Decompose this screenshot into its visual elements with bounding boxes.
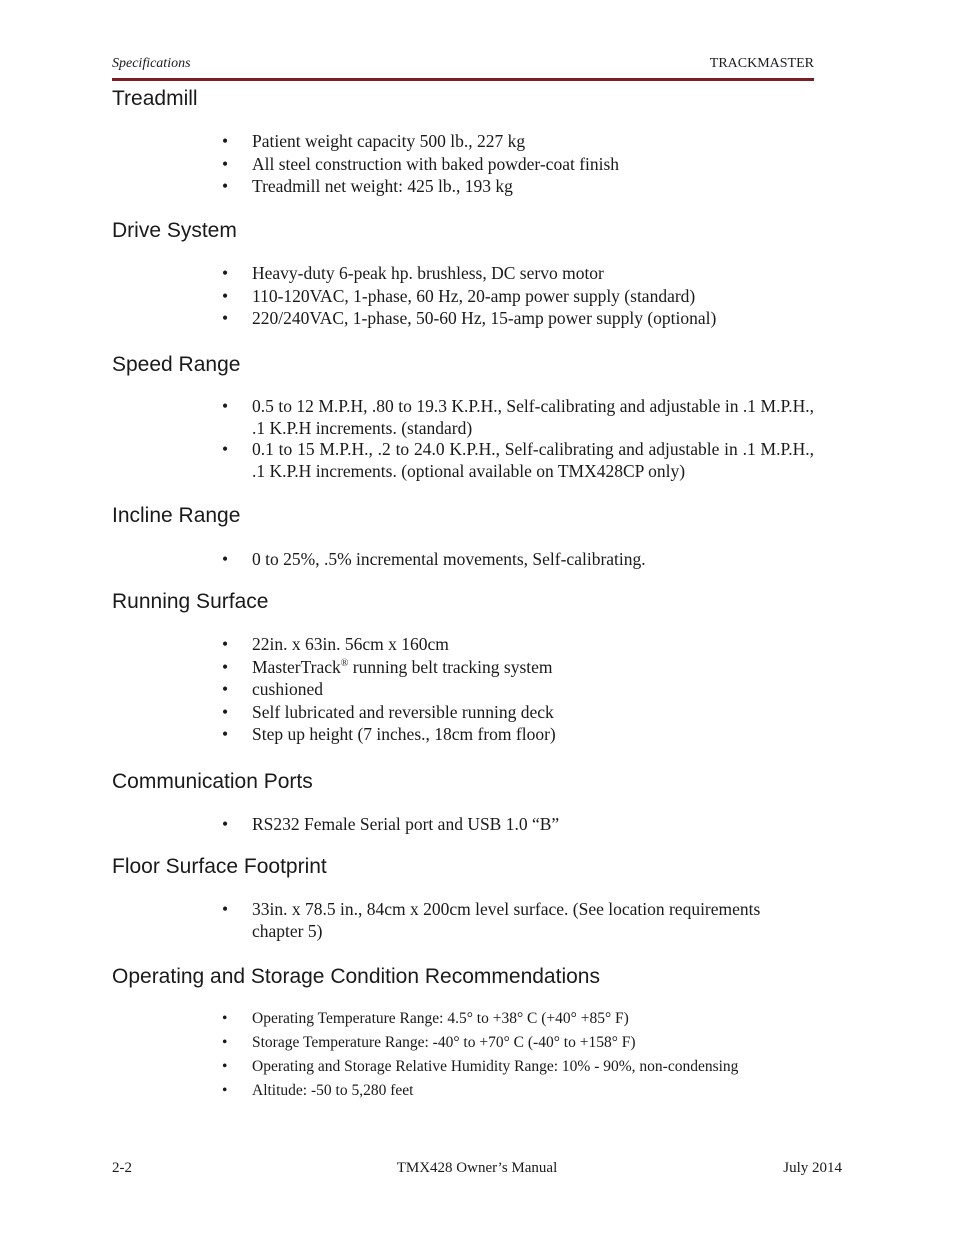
list-item: • 110-120VAC, 1-phase, 60 Hz, 20-amp power supply (standard)	[222, 285, 696, 306]
bullet-icon: •	[222, 285, 229, 306]
list-item: • 0.5 to 12 M.P.H, .80 to 19.3 K.P.H., Self-calibrating and adjustable in .1 M.P.H., .1 K.P.H increments. (standard)	[222, 396, 814, 438]
list-item: • Altitude: -50 to 5,280 feet	[222, 1079, 814, 1103]
bullet-icon: •	[222, 439, 229, 459]
list-item: • Operating and Storage Relative Humidity Range: 10% - 90%, non-condensing	[222, 1055, 814, 1079]
bullet-icon: •	[222, 814, 229, 834]
bullet-icon: •	[222, 549, 229, 569]
section-title: Incline Range	[112, 504, 241, 527]
list-item: • 0.1 to 15 M.P.H., .2 to 24.0 K.P.H., Self-calibrating and adjustable in .1 M.P.H., .1 K.P.H increments. (optional available on TMX428CP only)	[222, 439, 814, 481]
bullet-icon: •	[222, 131, 229, 151]
bullet-icon: •	[222, 1058, 228, 1075]
section-title: Drive System	[112, 219, 237, 242]
header-section-name: Specifications	[112, 56, 191, 71]
spec-list	[222, 899, 782, 942]
section-communication-ports	[112, 769, 814, 834]
spec-list	[222, 633, 814, 746]
list-item: • cushioned	[222, 679, 323, 699]
page-header	[112, 56, 814, 74]
list-item: • Treadmill net weight: 425 lb., 193 kg	[222, 176, 513, 196]
bullet-icon: •	[222, 1082, 228, 1099]
list-item: • RS232 Female Serial port and USB 1.0 “B”	[222, 814, 560, 834]
spec-list	[222, 130, 814, 198]
section-title: Operating and Storage Condition Recommendations	[112, 965, 600, 988]
section-title: Speed Range	[112, 353, 241, 376]
list-item: • Storage Temperature Range: -40° to +70° C (-40° to +158° F)	[222, 1031, 814, 1055]
list-item: • 33in. x 78.5 in., 84cm x 200cm level surface. (See location requirements chapter 5)	[222, 899, 761, 941]
bullet-icon: •	[222, 1010, 228, 1027]
list-item: • Step up height (7 inches., 18cm from floor)	[222, 724, 556, 744]
list-item: • MasterTrack® running belt tracking system	[222, 656, 553, 677]
header-rule	[112, 78, 814, 81]
header-brand: TRACKMASTER	[709, 56, 814, 71]
publication-date: July 2014	[783, 1160, 842, 1176]
page-footer	[112, 1160, 842, 1180]
bullet-icon: •	[222, 176, 229, 196]
section-speed-range	[112, 352, 814, 481]
bullet-icon: •	[222, 396, 229, 416]
bullet-icon: •	[222, 701, 229, 722]
section-floor-surface-footprint	[112, 854, 814, 941]
page-number: 2-2	[112, 1160, 132, 1176]
list-item: • Patient weight capacity 500 lb., 227 kg	[222, 131, 526, 151]
section-drive-system	[112, 218, 814, 328]
spec-list	[222, 548, 814, 571]
registered-mark: ®	[340, 657, 349, 669]
list-item: • 22in. x 63in. 56cm x 160cm	[222, 634, 449, 654]
list-item: • 0 to 25%, .5% incremental movements, Self-calibrating.	[222, 549, 646, 569]
bullet-icon: •	[222, 1034, 228, 1051]
section-title: Running Surface	[112, 590, 269, 613]
bullet-icon: •	[222, 263, 229, 283]
bullet-icon: •	[222, 153, 229, 174]
spec-list	[222, 262, 814, 330]
list-item: • Self lubricated and reversible running deck	[222, 701, 554, 722]
list-item: • 220/240VAC, 1-phase, 50-60 Hz, 15-amp power supply (optional)	[222, 308, 717, 328]
bullet-icon: •	[222, 724, 229, 744]
bullet-icon: •	[222, 308, 229, 328]
list-item: • Heavy-duty 6-peak hp. brushless, DC servo motor	[222, 263, 604, 283]
bullet-icon: •	[222, 679, 229, 699]
bullet-icon: •	[222, 899, 229, 919]
spec-list	[222, 396, 814, 482]
manual-title: TMX428 Owner’s Manual	[396, 1160, 558, 1176]
spec-list	[222, 1007, 814, 1103]
section-title: Communication Ports	[112, 770, 313, 793]
section-treadmill	[112, 86, 814, 196]
section-title: Treadmill	[112, 87, 198, 110]
section-incline-range	[112, 503, 814, 569]
list-item: • All steel construction with baked powder-coat finish	[222, 153, 620, 174]
section-title: Floor Surface Footprint	[112, 855, 327, 878]
bullet-icon: •	[222, 656, 229, 677]
section-operating-storage-conditions	[112, 964, 814, 1099]
bullet-icon: •	[222, 634, 229, 654]
list-item: • Operating Temperature Range: 4.5° to +38° C (+40° +85° F)	[222, 1007, 814, 1031]
spec-list	[222, 813, 814, 836]
section-running-surface	[112, 589, 814, 744]
